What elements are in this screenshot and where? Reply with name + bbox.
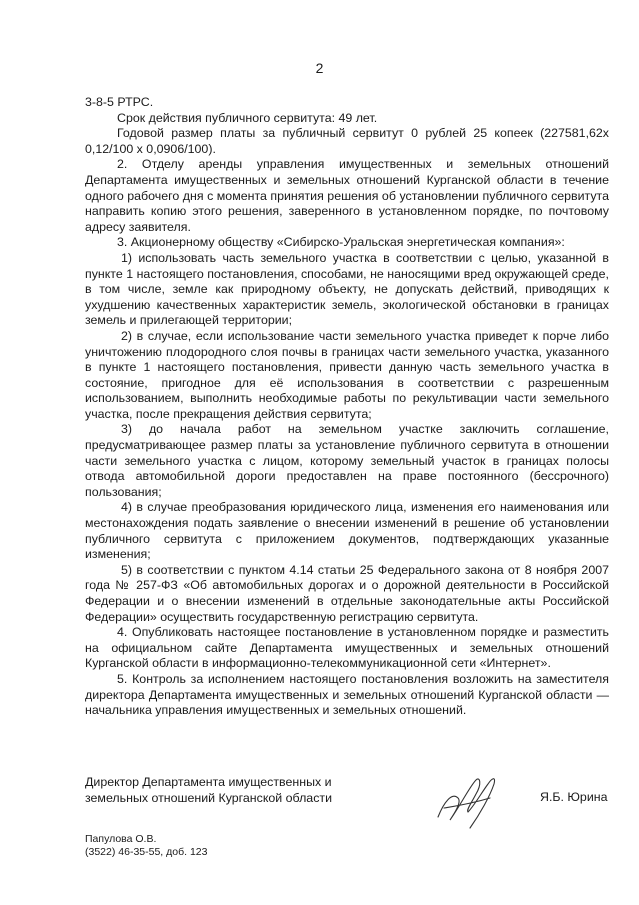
paragraph: 4. Опубликовать настоящее постановление в установленном порядке и разместить на официальном сайте Департамента имущественных и земельных отношений Курганской области в информационно-телекоммуникационной сети «Интернет». <box>85 625 609 671</box>
paragraph: 1) использовать часть земельного участка в соответствии с целью, указанной в пункте 1 настоящего постановления, способами, не наносящими вред окружающей среде, в том числе, земле как природному объекту, не допускать действий, приводящих к ухудшению качественных характеристик земель, экологической обстановки в границах земель и прилегающей территории; <box>85 250 609 328</box>
paragraph: 5. Контроль за исполнением настоящего постановления возложить на заместителя директора Департамента имущественных и земельных отношений Курганской области — начальника управления имущественных и земельных отношений. <box>85 671 609 718</box>
executor-info <box>85 833 207 859</box>
paragraph: 2. Отделу аренды управления имущественных и земельных отношений Департамента имущественных и земельных отношений Курганской области в течение одного рабочего дня с момента принятия решения об установлении публичного сервитута направить копию этого решения, заверенного в установленном порядке, по почтовому адресу заявителя. <box>85 157 609 234</box>
signatory-name: Я.Б. Юрина <box>540 790 608 804</box>
paragraph: 3) до начала работ на земельном участке заключить соглашение, предусматривающее размер платы за установление публичного сервитута в отношении части земельного участка с лицом, которому земельный участок в границах полосы отвода автомобильной дороги предоставлен на праве постоянного (бессрочного) пользования; <box>85 422 609 499</box>
signatory-title <box>85 775 332 806</box>
paragraph: 3-8-5 РТРС. <box>85 95 154 109</box>
page-number: 2 <box>315 60 324 76</box>
paragraph: 5) в соответствии с пунктом 4.14 статьи 25 Федерального закона от 8 ноября 2007 года № 257-ФЗ «Об автомобильных дорогах и о дорожной деятельности в Российской Федерации и о внесении изменений в отдельные законодательные акты Российской Федерации» осуществить государственную регистрацию сервитута. <box>85 562 609 624</box>
executor-phone: (3522) 46-35-55, доб. 123 <box>85 846 208 858</box>
executor-name: Папулова О.В. <box>85 833 157 845</box>
signatory-title-line: Директор Департамента имущественных и <box>85 775 332 789</box>
signatory-title-line: земельных отношений Курганской области <box>85 790 332 805</box>
paragraph: 2) в случае, если использование части земельного участка приведет к порче либо уничтожению плодородного слоя почвы в границах части земельного участка, указанного в пункте 1 настоящего постановления, привести данную часть земельного участка в состояние, пригодное для её использования в соответствии с разрешенным использованием, выполнить необходимые работы по рекультивации части земельного участка, после прекращения действия сервитута; <box>85 328 609 421</box>
paragraph: 4) в случае преобразования юридического лица, изменения его наименования или местонахождения подать заявление о внесении изменений в решение об установлении публичного сервитута с приложением документов, подтверждающих указанные изменения; <box>85 500 609 562</box>
paragraph: Годовой размер платы за публичный сервитут 0 рублей 25 копеек (227581,62х 0,12/100 х 0,0906/100). <box>85 126 609 156</box>
document-body <box>85 95 609 719</box>
paragraph: 3. Акционерному обществу «Сибирско-Уральская энергетическая компания»: <box>117 235 565 250</box>
handwritten-signature <box>430 762 505 837</box>
paragraph: Срок действия публичного сервитута: 49 лет. <box>117 110 378 125</box>
